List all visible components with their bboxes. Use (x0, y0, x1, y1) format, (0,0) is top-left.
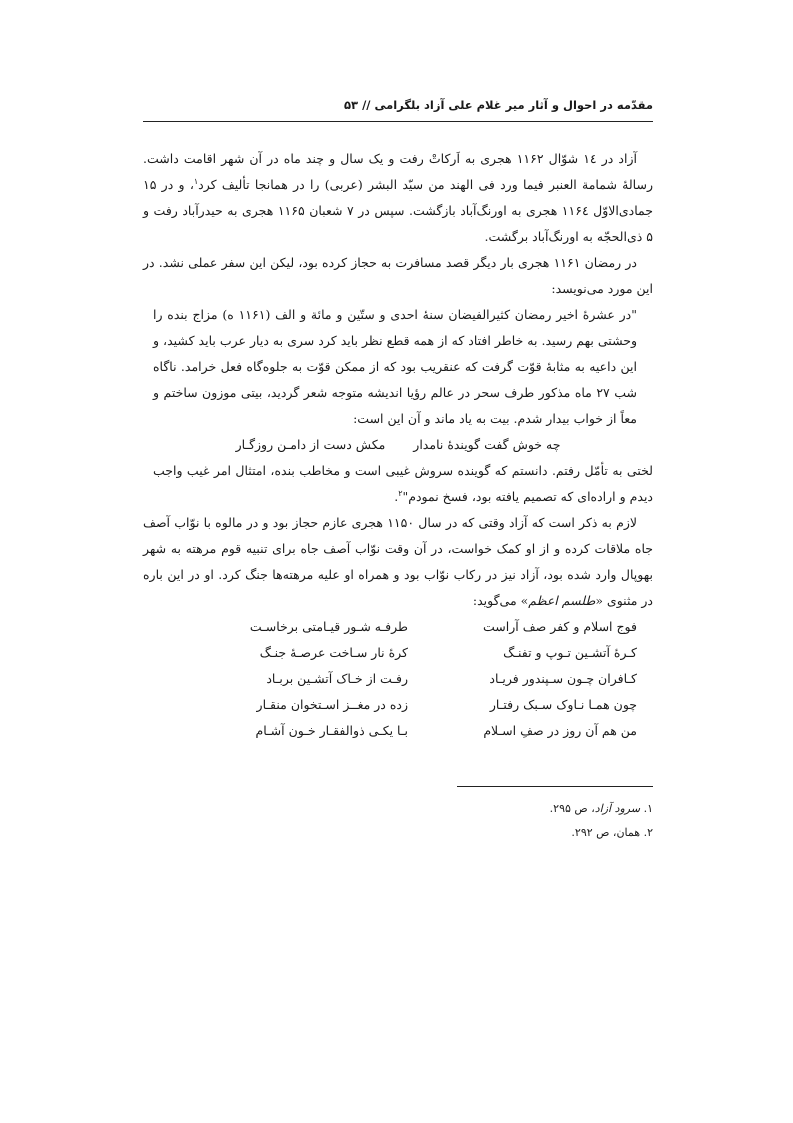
footnote-1 (143, 797, 653, 821)
poem-hemistich-left: طرفـه شـور قیـامتی برخاسـت (249, 619, 408, 634)
poem-hemistich-right: کـرهٔ آتشـین تـوپ و تفنـگ (503, 645, 637, 660)
poem-hemistich-left: کرهٔ نار سـاخت عرصـهٔ جنـگ (259, 645, 408, 660)
poem-hemistich-left: زده در مغــز اسـتخوان منقـار (256, 697, 408, 712)
block-quote-tail (153, 458, 653, 510)
main-body (143, 146, 653, 744)
block-quote-tail-text: لختی به تأمّل رفتم. دانستم که گوینده سروش غیبی است و مخاطب بنده، امتثال امر غیب واجب دیدم و اراده‌ای که تصمیم یافته بود، فسخ نمودم" (153, 463, 653, 504)
paragraph-3-text: لازم به ذکر است که آزاد وقتی که در سال ۱۱۵۰ هجری عازم حجاز بود و در مالوه با نوّاب آصف جاه ملاقات کرده و از او کمک خواست، در آن وقت نوّاب آصف جاه برای تنبیه قوم مرهته به شهر بهوپال وارد شده بود، آزاد نیز در رکاب نوّاب بود و همراه او علیه مرهته‌ها جنگ کرد. او در این باره در مثنوی « (143, 515, 653, 608)
masnavi-title: طلسم اعظم (528, 593, 596, 608)
poem-verse (143, 640, 653, 666)
poem-hemistich-left: رفـت از خـاک آتشـین بربـاد (266, 671, 408, 686)
document-page (143, 0, 653, 1123)
poem-verse (143, 614, 653, 640)
block-quote (153, 302, 653, 432)
paragraph-2 (143, 250, 653, 302)
quoted-verse-hemistich-2: مکش دست از دامـن روزگـار (235, 437, 386, 452)
paragraph-3 (143, 510, 653, 614)
quoted-verse (143, 432, 653, 458)
poem-verse (143, 718, 653, 744)
running-header (143, 95, 653, 122)
running-title: مقدّمه در احوال و آثار میر غلام علی آزاد بلگرامی // ۵۳ (344, 98, 653, 112)
poem-hemistich-left: بـا یکـی ذوالفقـار خـون آشـام (255, 723, 408, 738)
footnote-2-text: ۲. همان، ص ۲۹۲. (571, 826, 653, 839)
footnote-2 (143, 821, 653, 845)
footnote-1-number: ۱. (640, 802, 653, 815)
paragraph-1 (143, 146, 653, 250)
footnote-ref-2[interactable]: ۲ (398, 488, 403, 498)
footnote-ref-1[interactable]: ۱ (193, 176, 199, 186)
poem (143, 614, 653, 744)
footnotes (143, 797, 653, 845)
footnote-divider (457, 786, 653, 787)
paragraph-1-text-end: ، و در ۱۵ جمادی‌الاوّل ۱۱۶٤ هجری به اورنگ‌آباد بازگشت. سپس در ۷ شعبان ۱۱۶۵ هجری به حیدرآباد رفت و ۵ ذی‌الحجّه به اورنگ‌آباد برگشت. (143, 177, 653, 244)
paragraph-3-text-end: » می‌گوید: (472, 593, 529, 608)
poem-hemistich-right: من هم آن روز در صفِ اسـلام (483, 723, 637, 738)
poem-hemistich-right: چون همـا نـاوک سـبک رفتـار (489, 697, 637, 712)
paragraph-1-text: آزاد در ۱٤ شوّال ۱۱۶۲ هجری به اَرکاتْ رفت و یک سال و چند ماه در آن شهر اقامت داشت. رسالهٔ شمامة العنبر فیما ورد فی الهند من سیّد البشر (عربی) را در همانجا تألیف کرد (143, 151, 653, 192)
block-quote-text: "در عشرهٔ اخیر رمضان کثیرالفیضان سنهٔ احدی و ستّین و مائة و الف (۱۱۶۱ ه) مزاج بنده را وحشتی بهم رسید. به خاطر افتاد که از همه قطع نظر باید کرد سری به دیار عرب باید کشید، و این داعیه به مثابهٔ قوّت گرفت که عنقریب بود که از ممکن قوّت به جلوه‌گاه فعل خرامد. ناگاه شب ۲۷ ماه مذکور طرف سحر در عالم رؤیا اندیشه متوجه شعر گردید، بیتی موزون ساختم و معاً از خواب بیدار شدم. بیت به یاد ماند و آن این است: (153, 307, 637, 426)
block-quote-tail-end: . (394, 489, 399, 504)
paragraph-2-text: در رمضان ۱۱۶۱ هجری بار دیگر قصد مسافرت به حجاز کرده بود، لیکن این سفر عملی نشد. در این مورد می‌نویسد: (143, 255, 653, 296)
poem-hemistich-right: فوج اسلام و کفر صف آراست (482, 619, 637, 634)
footnote-1-source-title: سرود آزاد (594, 802, 641, 815)
footnote-1-page: ، ص ۲۹۵. (549, 802, 595, 815)
quoted-verse-hemistich-1: چه خوش گفت گویندهٔ نامدار (413, 437, 561, 452)
poem-hemistich-right: کـافران چـون سـپندور فریـاد (489, 671, 637, 686)
poem-verse (143, 666, 653, 692)
poem-verse (143, 692, 653, 718)
